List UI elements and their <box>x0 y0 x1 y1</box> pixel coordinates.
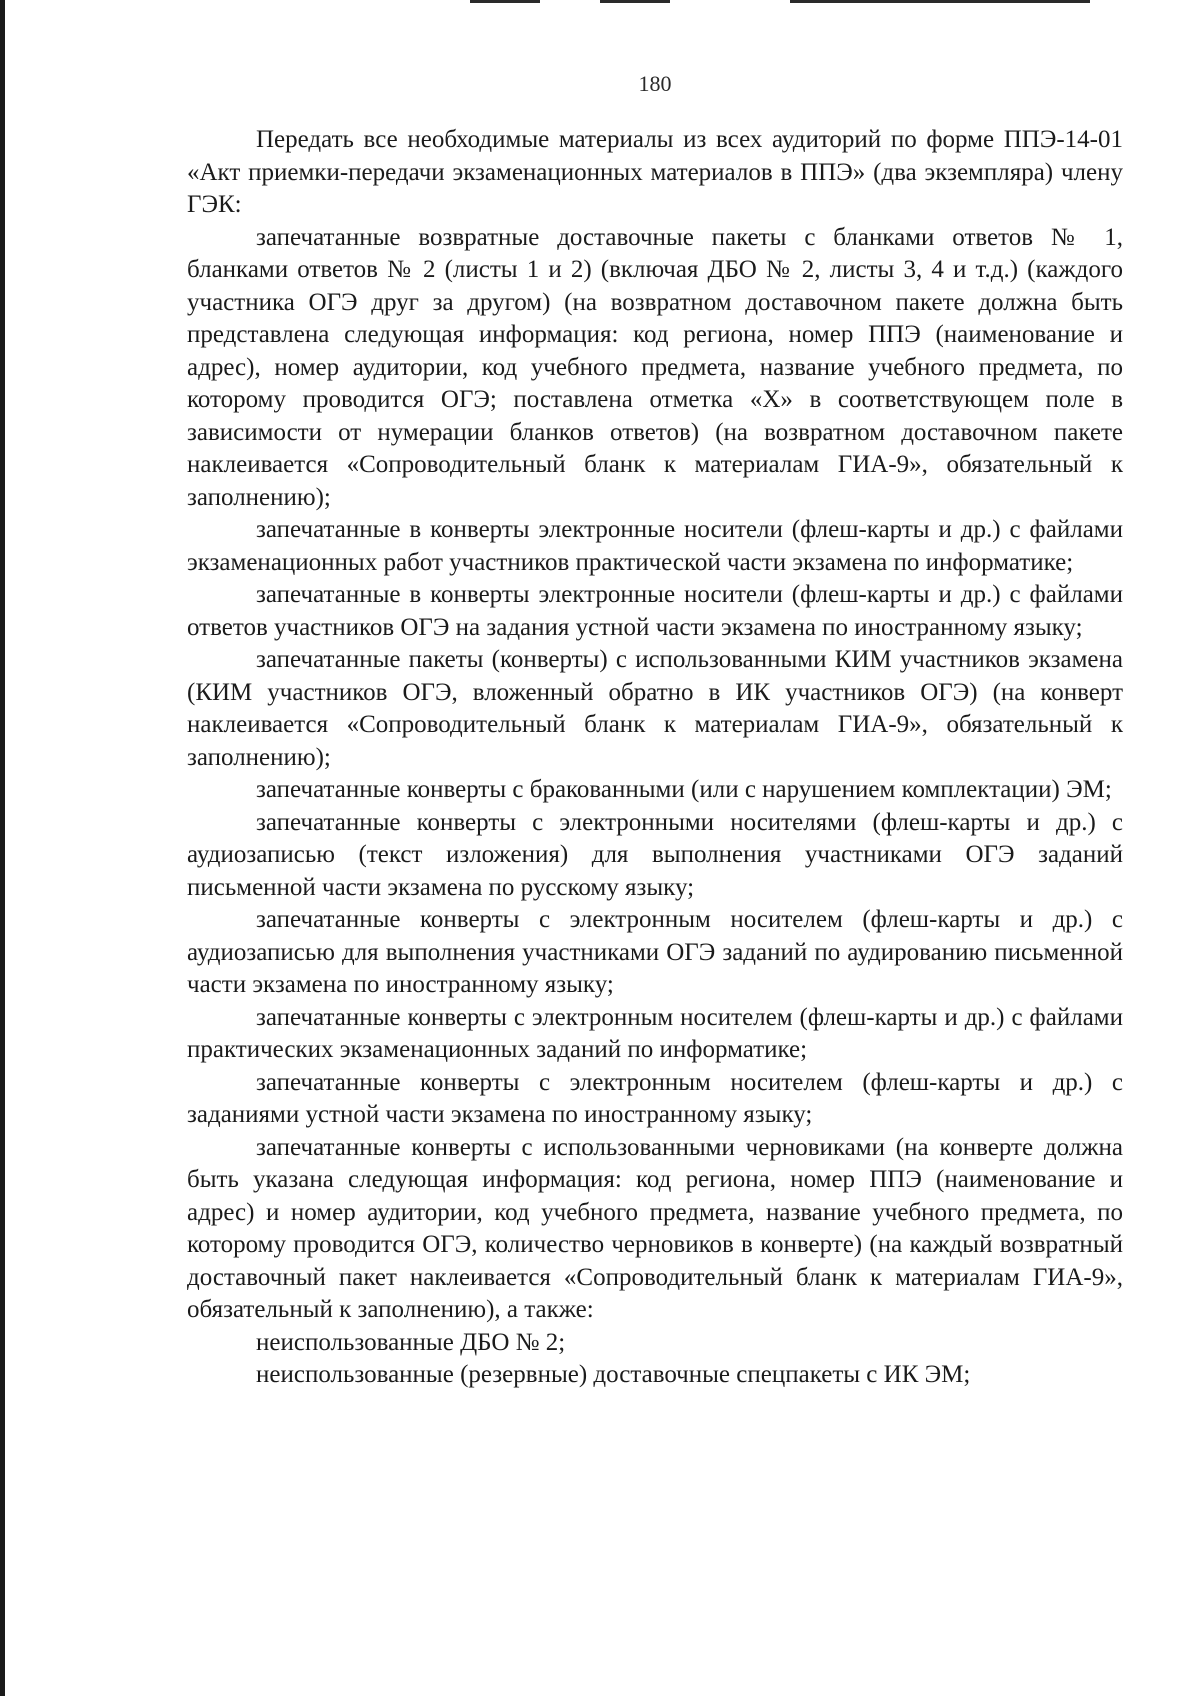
paragraph: запечатанные конверты с электронным носителем (флеш-карты и др.) с заданиями устной части экзамена по иностранному языку; <box>187 1068 1123 1128</box>
document-body <box>187 124 1123 1392</box>
paragraph: запечатанные в конверты электронные носители (флеш-карты и др.) с файлами экзаменационных работ участников практической части экзамена по информатике; <box>187 516 1123 576</box>
scan-border-top <box>790 0 1090 3</box>
paragraph: Передать все необходимые материалы из всех аудиторий по форме ППЭ-14-01 «Акт приемки-передачи экзаменационных материалов в ППЭ» (два экземпляра) члену ГЭК: <box>187 126 1123 218</box>
scan-border-top <box>470 0 540 3</box>
paragraph: запечатанные в конверты электронные носители (флеш-карты и др.) с файлами ответов участников ОГЭ на задания устной части экзамена по иностранному языку; <box>187 581 1123 641</box>
paragraph: запечатанные конверты с электронными носителями (флеш-карты и др.) с аудиозаписью (текст изложения) для выполнения участниками ОГЭ заданий письменной части экзамена по русскому языку; <box>187 808 1123 901</box>
paragraph: запечатанные конверты с бракованными (или с нарушением комплектации) ЭМ; <box>256 776 1112 803</box>
paragraph: запечатанные пакеты (конверты) с использованными КИМ участников экзамена (КИМ участников ОГЭ, вложенный обратно в ИК участников ОГЭ) (на конверт наклеивается «Сопроводительный бланк к материалам ГИА-9», обязательный к заполнению); <box>187 646 1123 771</box>
paragraph: неиспользованные ДБО № 2; <box>256 1328 566 1356</box>
paragraph: неиспользованные (резервные) доставочные спецпакеты с ИК ЭМ; <box>256 1361 971 1388</box>
scan-border-top <box>600 0 670 3</box>
paragraph: запечатанные конверты с использованными черновиками (на конверте должна быть указана следующая информация: код региона, номер ППЭ (наименование и адрес) и номер аудитории, код учебного предмета, название учебного предмета, по которому проводится ОГЭ, количество черновиков в конверте) (на каждый возвратный доставочный пакет наклеивается «Сопроводительный бланк к материалам ГИА-9», обязательный к заполнению), а также: <box>187 1133 1123 1323</box>
document-page <box>187 68 1123 1392</box>
paragraph: запечатанные возвратные доставочные пакеты с бланками ответов № 1, бланками ответов № 2 (листы 1 и 2) (включая ДБО № 2, листы 3, 4 и т.д.) (каждого участника ОГЭ друг за другом) (на возвратном доставочном пакете должна быть представлена следующая информация: код региона, номер ППЭ (наименование и адрес), номер аудитории, код учебного предмета, название учебного предмета, по которому проводится ОГЭ; поставлена отметка «Х» в соответствующем поле в зависимости от нумерации бланков ответов) (на возвратном доставочном пакете наклеивается «Сопроводительный бланк к материалам ГИА-9», обязательный к заполнению); <box>187 223 1123 511</box>
page-number: 180 <box>638 71 672 96</box>
scan-border-left <box>0 0 5 1696</box>
paragraph: запечатанные конверты с электронным носителем (флеш-карты и др.) с файлами практических экзаменационных заданий по информатике; <box>187 1003 1123 1063</box>
paragraph: запечатанные конверты с электронным носителем (флеш-карты и др.) с аудиозаписью для выполнения участниками ОГЭ заданий по аудированию письменной части экзамена по иностранному языку; <box>187 906 1123 998</box>
